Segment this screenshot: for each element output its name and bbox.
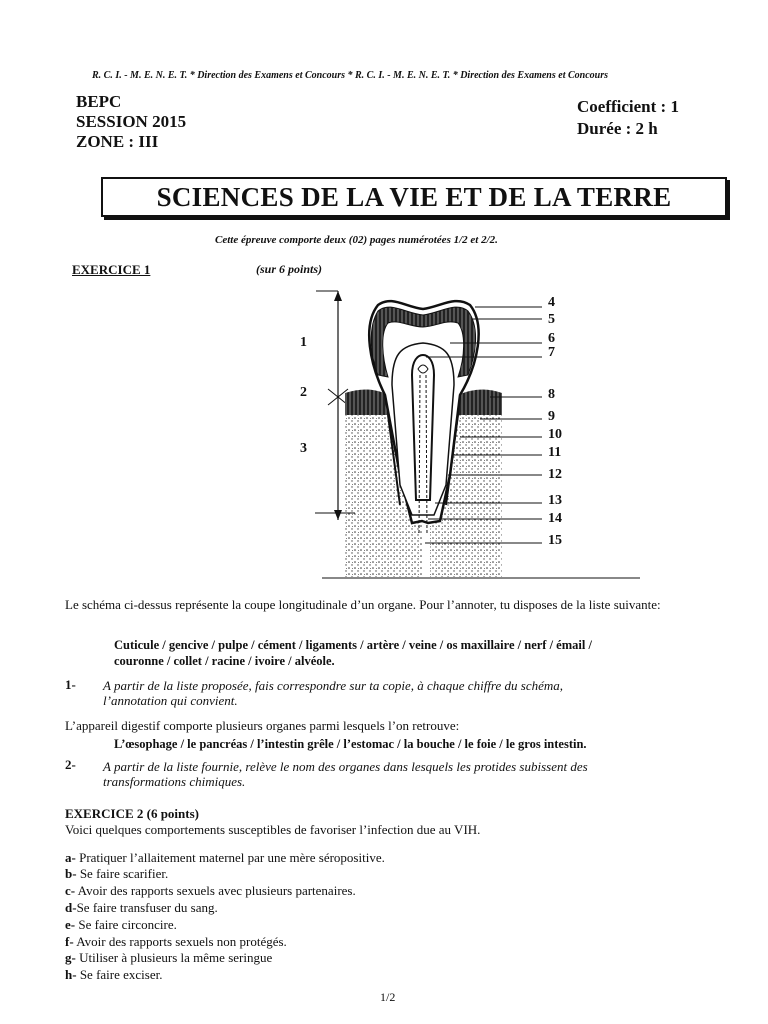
diagram-label-7: 7 — [548, 345, 555, 360]
list-item: c- Avoir des rapports sexuels avec plusieurs partenaires. — [65, 883, 356, 898]
list-item: b- Se faire scarifier. — [65, 866, 169, 881]
diagram-label-12: 12 — [548, 467, 562, 482]
diagram-label-11: 11 — [548, 445, 562, 460]
exam-info — [76, 92, 186, 152]
exercise2-heading: EXERCICE 2 (6 points) — [65, 806, 199, 821]
tooth-diagram — [300, 285, 645, 590]
exam-name: BEPC — [76, 92, 122, 111]
list-item: g- Utiliser à plusieurs la même seringue — [65, 950, 273, 965]
list-item: h- Se faire exciser. — [65, 967, 163, 982]
diagram-label-10: 10 — [548, 427, 562, 442]
duration: Durée : 2 h — [577, 119, 658, 138]
question2-line2: transformations chimiques. — [103, 774, 246, 789]
diagram-label-14: 14 — [548, 511, 562, 526]
question2-line1: A partir de la liste fournie, relève le nom des organes dans lesquels les protides subissent des — [103, 759, 588, 774]
coefficient: Coefficient : 1 — [577, 97, 679, 116]
diagram-label-6: 6 — [548, 331, 555, 346]
exercise2-intro: Voici quelques comportements susceptibles de favoriser l’infection due au VIH. — [65, 822, 481, 837]
diagram-label-2: 2 — [300, 385, 307, 400]
list-item: e- Se faire circoncire. — [65, 917, 177, 932]
list-item: a- Pratiquer l’allaitement maternel par une mère séropositive. — [65, 850, 385, 865]
page-number: 1/2 — [380, 990, 396, 1004]
diagram-label-9: 9 — [548, 409, 555, 424]
question1-line2: l’annotation qui convient. — [103, 693, 238, 708]
list-item: f- Avoir des rapports sexuels non protégés. — [65, 934, 287, 949]
exam-meta — [577, 96, 679, 140]
list-item: d-Se faire transfuser du sang. — [65, 900, 218, 915]
exercise1-intro: Le schéma ci-dessus représente la coupe longitudinale d’un organe. Pour l’annoter, tu disposes de la liste suivante: — [65, 597, 661, 612]
exam-session: SESSION 2015 — [76, 112, 187, 131]
word-list-line2: couronne / collet / racine / ivoire / alvéole. — [114, 654, 335, 668]
diagram-label-1: 1 — [300, 335, 307, 350]
diagram-label-4: 4 — [548, 295, 555, 310]
page-subtitle: Cette épreuve comporte deux (02) pages numérotées 1/2 et 2/2. — [215, 234, 498, 246]
question1-line1: A partir de la liste proposée, fais correspondre sur ta copie, à chaque chiffre du schéma, — [103, 678, 563, 693]
digestive-intro: L’appareil digestif comporte plusieurs organes parmi lesquels l’on retrouve: — [65, 718, 460, 733]
exercise1-heading: EXERCICE 1 — [72, 262, 151, 277]
question2-number: 2- — [65, 757, 76, 772]
diagram-label-15: 15 — [548, 533, 562, 548]
page-title: SCIENCES DE LA VIE ET DE LA TERRE — [101, 177, 727, 217]
institution-header: R. C. I. - M. E. N. E. T. * Direction des Examens et Concours * R. C. I. - M. E. N. E. T. * Direction des Examens et Concours — [92, 70, 608, 81]
question1-number: 1- — [65, 677, 76, 692]
exercise1-points: (sur 6 points) — [256, 262, 323, 276]
organ-list: L’œsophage / le pancréas / l’intestin grêle / l’estomac / la bouche / le foie / le gros intestin. — [114, 737, 587, 751]
diagram-label-5: 5 — [548, 312, 555, 327]
exam-zone: ZONE : III — [76, 132, 159, 151]
diagram-label-3: 3 — [300, 441, 307, 456]
diagram-label-8: 8 — [548, 387, 555, 402]
word-list-line1: Cuticule / gencive / pulpe / cément / ligaments / artère / veine / os maxillaire / nerf / émail / — [114, 638, 592, 652]
diagram-label-13: 13 — [548, 493, 562, 508]
